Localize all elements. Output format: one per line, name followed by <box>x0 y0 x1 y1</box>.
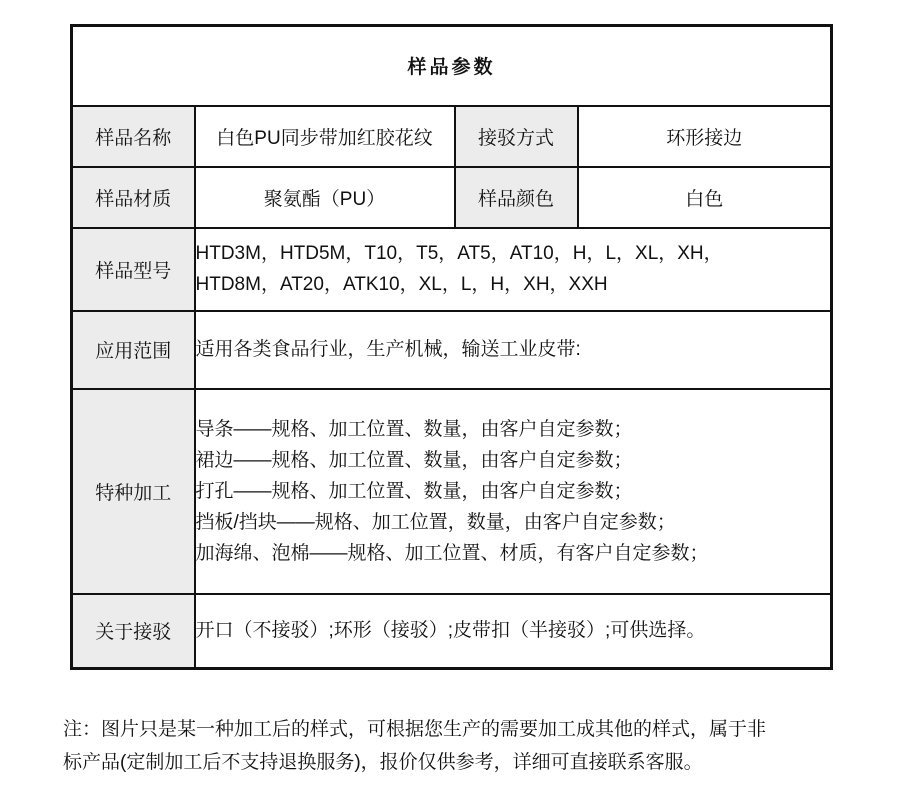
label-about-connection: 关于接驳 <box>72 594 195 669</box>
value-sample-name: 白色PU同步带加红胶花纹 <box>195 106 455 167</box>
spec-table <box>70 24 833 670</box>
special-processing-line-5: 加海绵、泡棉——规格、加工位置、材质，有客户自定参数； <box>195 542 709 564</box>
label-connection-method: 接驳方式 <box>455 106 578 167</box>
label-sample-name: 样品名称 <box>72 106 195 167</box>
special-processing-line-4: 挡板/挡块——规格、加工位置，数量，由客户自定参数； <box>195 511 676 533</box>
label-sample-material: 样品材质 <box>72 167 195 228</box>
value-special-processing <box>195 389 832 594</box>
footnote <box>63 713 855 779</box>
label-sample-model: 样品型号 <box>72 228 195 311</box>
special-processing-line-2: 裙边——规格、加工位置、数量，由客户自定参数； <box>195 449 633 471</box>
sample-model-line-2: HTD8M，AT20，ATK10，XL，L，H，XH，XXH <box>195 274 608 295</box>
label-sample-color: 样品颜色 <box>455 167 578 228</box>
value-sample-material: 聚氨酯（PU） <box>195 167 455 228</box>
page-title: 样品参数 <box>72 26 832 106</box>
special-processing-line-1: 导条——规格、加工位置、数量，由客户自定参数； <box>195 418 633 440</box>
value-application-range: 适用各类食品行业，生产机械，输送工业皮带: <box>195 311 832 389</box>
title-row <box>72 26 832 106</box>
row-sample-name <box>72 106 832 167</box>
row-special-processing <box>72 389 832 594</box>
row-sample-model <box>72 228 832 311</box>
row-sample-material <box>72 167 832 228</box>
value-about-connection: 开口（不接驳）;环形（接驳）;皮带扣（半接驳）;可供选择。 <box>195 594 832 669</box>
row-about-connection <box>72 594 832 669</box>
footnote-line-1: 注：图片只是某一种加工后的样式，可根据您生产的需要加工成其他的样式，属于非 <box>63 719 767 740</box>
label-application-range: 应用范围 <box>72 311 195 389</box>
value-sample-color: 白色 <box>578 167 832 228</box>
value-connection-method: 环形接边 <box>578 106 832 167</box>
footnote-line-2: 标产品(定制加工后不支持退换服务)，报价仅供参考，详细可直接联系客服。 <box>63 752 703 773</box>
special-processing-line-3: 打孔——规格、加工位置、数量，由客户自定参数； <box>195 480 633 502</box>
value-sample-model <box>195 228 832 311</box>
label-special-processing: 特种加工 <box>72 389 195 594</box>
sample-model-line-1: HTD3M，HTD5M，T10，T5，AT5，AT10，H，L，XL，XH， <box>195 243 723 264</box>
row-application-range <box>72 311 832 389</box>
